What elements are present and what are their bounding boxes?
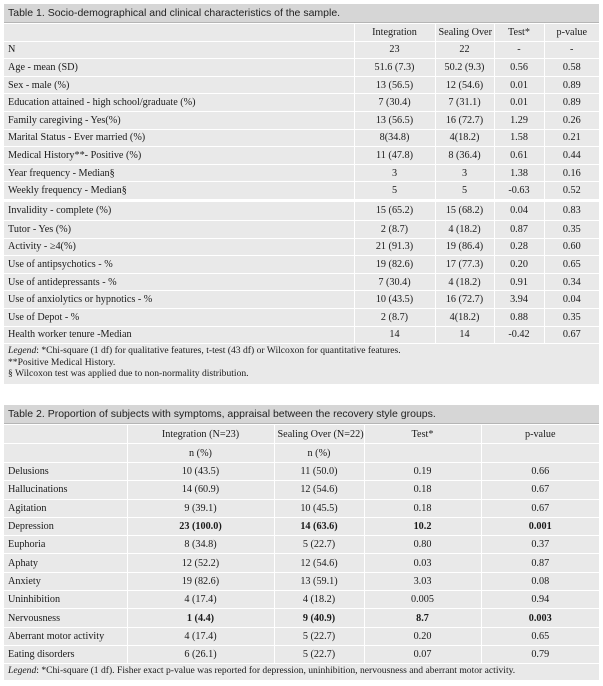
table-cell: 2 (8.7) — [354, 308, 435, 326]
table-cell: 12 (54.6) — [274, 554, 364, 572]
table-cell: 2 (8.7) — [354, 220, 435, 238]
table-cell: 0.37 — [481, 536, 599, 554]
table-row — [4, 627, 599, 645]
table-cell: 16 (72.7) — [435, 291, 494, 309]
table-cell: 0.35 — [544, 220, 599, 238]
table-cell: 3 — [354, 164, 435, 182]
table-1-legend-text: : *Chi-square (1 df) for qualitative features, t-test (43 df) or Wilcoxon for quantitative features. — [36, 345, 401, 357]
table-cell: 16 (72.7) — [435, 111, 494, 129]
table-row — [4, 645, 599, 663]
table-cell: 0.89 — [544, 76, 599, 94]
table-cell: 0.80 — [364, 536, 481, 554]
table-cell: 12 (54.6) — [274, 481, 364, 499]
table-cell: Year frequency - Median§ — [4, 164, 354, 182]
table-cell: Sex - male (%) — [4, 76, 354, 94]
table-cell: 5 (22.7) — [274, 536, 364, 554]
table-cell: 12 (52.2) — [127, 554, 274, 572]
table-cell: n (%) — [274, 444, 364, 463]
table-cell: 51.6 (7.3) — [354, 59, 435, 77]
table-cell: 0.56 — [494, 59, 544, 77]
table-cell: 19 (82.6) — [127, 572, 274, 590]
table-cell: 7 (31.1) — [435, 94, 494, 112]
table-2-grid — [4, 424, 599, 663]
table-cell: Family caregiving - Yes(%) — [4, 111, 354, 129]
table-cell: 19 (86.4) — [435, 238, 494, 256]
table-row — [4, 94, 599, 112]
table-cell: Marital Status - Ever married (%) — [4, 129, 354, 147]
table-cell: 23 (100.0) — [127, 517, 274, 535]
table-header-row — [4, 24, 599, 42]
table-cell: 0.28 — [494, 238, 544, 256]
table-row — [4, 200, 599, 220]
table-cell — [4, 24, 354, 42]
table-1 — [4, 4, 599, 384]
table-cell: 0.16 — [544, 164, 599, 182]
table-cell: Test* — [364, 425, 481, 444]
table-cell — [4, 444, 127, 463]
table-cell: 10 (45.5) — [274, 499, 364, 517]
table-row — [4, 517, 599, 535]
table-row — [4, 481, 599, 499]
table-cell: Test* — [494, 24, 544, 42]
table-cell: Sealing Over — [435, 24, 494, 42]
table-row — [4, 499, 599, 517]
table-cell: 0.60 — [544, 238, 599, 256]
table-cell: 15 (65.2) — [354, 200, 435, 220]
table-cell: 0.04 — [544, 291, 599, 309]
table-cell: 0.67 — [481, 499, 599, 517]
table-cell: 0.65 — [544, 256, 599, 274]
table-cell: 0.19 — [364, 463, 481, 481]
table-cell: 0.79 — [481, 645, 599, 663]
table-cell: 0.87 — [494, 220, 544, 238]
table-cell: 12 (54.6) — [435, 76, 494, 94]
table-cell: 50.2 (9.3) — [435, 59, 494, 77]
table-row — [4, 59, 599, 77]
table-cell: 11 (47.8) — [354, 147, 435, 165]
table-cell: 5 (22.7) — [274, 645, 364, 663]
table-cell — [4, 425, 127, 444]
table-cell: 0.61 — [494, 147, 544, 165]
table-cell: p-value — [481, 425, 599, 444]
table-cell: 8(34.8) — [354, 129, 435, 147]
table-cell: 9 (39.1) — [127, 499, 274, 517]
table-1-note-wilcoxon: § Wilcoxon test was applied due to non-normality distribution. — [8, 368, 249, 380]
table-cell: 21 (91.3) — [354, 238, 435, 256]
table-cell: Eating disorders — [4, 645, 127, 663]
table-cell: 0.21 — [544, 129, 599, 147]
table-2-legend-label: Legend — [8, 665, 37, 677]
table-cell: 0.001 — [481, 517, 599, 535]
table-row — [4, 182, 599, 201]
table-cell: Aphaty — [4, 554, 127, 572]
table-2-legend-text: : *Chi-square (1 df). Fisher exact p-value was reported for depression, uninhibition, nervousness and aberrant motor activity. — [36, 665, 516, 677]
table-cell: Health worker tenure -Median — [4, 326, 354, 343]
table-cell: 15 (68.2) — [435, 200, 494, 220]
table-cell: 11 (50.0) — [274, 463, 364, 481]
table-cell: Weekly frequency - Median§ — [4, 182, 354, 201]
table-cell: 0.88 — [494, 308, 544, 326]
table-cell: - — [494, 41, 544, 59]
table-cell: Sealing Over (N=22) — [274, 425, 364, 444]
table-cell: 0.20 — [494, 256, 544, 274]
table-cell: 7 (30.4) — [354, 94, 435, 112]
table-cell: 6 (26.1) — [127, 645, 274, 663]
table-2 — [4, 405, 599, 680]
table-cell: p-value — [544, 24, 599, 42]
table-cell: 0.003 — [481, 609, 599, 627]
table-cell: Integration — [354, 24, 435, 42]
table-cell: 0.20 — [364, 627, 481, 645]
table-cell: 0.87 — [481, 554, 599, 572]
table-cell: 1.58 — [494, 129, 544, 147]
table-cell: n (%) — [127, 444, 274, 463]
table-cell: 4(18.2) — [435, 308, 494, 326]
table-subheader-row — [4, 444, 599, 463]
table-cell: 5 — [435, 182, 494, 201]
table-row — [4, 129, 599, 147]
table-cell: 1 (4.4) — [127, 609, 274, 627]
table-cell — [364, 444, 481, 463]
table-cell: 4 (17.4) — [127, 591, 274, 609]
table-cell: N — [4, 41, 354, 59]
table-cell: 5 — [354, 182, 435, 201]
table-cell: -0.42 — [494, 326, 544, 343]
table-cell: 0.34 — [544, 273, 599, 291]
table-cell: 0.04 — [494, 200, 544, 220]
table-cell: Agitation — [4, 499, 127, 517]
table-cell: 13 (56.5) — [354, 76, 435, 94]
table-cell: 13 (59.1) — [274, 572, 364, 590]
table-cell: 4 (18.2) — [274, 591, 364, 609]
table-cell: 1.29 — [494, 111, 544, 129]
table-cell: 0.18 — [364, 499, 481, 517]
table-cell: Delusions — [4, 463, 127, 481]
table-cell: 3 — [435, 164, 494, 182]
table-cell: 4 (18.2) — [435, 220, 494, 238]
table-cell: 0.65 — [481, 627, 599, 645]
table-cell: 0.66 — [481, 463, 599, 481]
table-cell: Age - mean (SD) — [4, 59, 354, 77]
table-cell: 14 (60.9) — [127, 481, 274, 499]
table-cell: 0.26 — [544, 111, 599, 129]
table-cell: 0.01 — [494, 94, 544, 112]
table-row — [4, 554, 599, 572]
table-cell: 0.18 — [364, 481, 481, 499]
table-1-caption: Table 1. Socio-demographical and clinical characteristics of the sample. — [4, 4, 599, 23]
table-cell: 7 (30.4) — [354, 273, 435, 291]
table-cell: Use of antipsychotics - % — [4, 256, 354, 274]
table-cell: 4 (18.2) — [435, 273, 494, 291]
table-row — [4, 76, 599, 94]
table-cell: 0.005 — [364, 591, 481, 609]
table-row — [4, 238, 599, 256]
table-cell: 0.35 — [544, 308, 599, 326]
table-cell: 19 (82.6) — [354, 256, 435, 274]
table-cell: 0.44 — [544, 147, 599, 165]
table-row — [4, 220, 599, 238]
table-cell: 4 (17.4) — [127, 627, 274, 645]
table-cell: Activity - ≥4(%) — [4, 238, 354, 256]
table-cell: 22 — [435, 41, 494, 59]
table-row — [4, 256, 599, 274]
table-cell: 10 (43.5) — [127, 463, 274, 481]
table-cell: 14 — [435, 326, 494, 343]
table-cell: 8 (36.4) — [435, 147, 494, 165]
table-cell: Nervousness — [4, 609, 127, 627]
table-cell: 0.83 — [544, 200, 599, 220]
table-cell: 3.94 — [494, 291, 544, 309]
table-row — [4, 609, 599, 627]
table-cell: 5 (22.7) — [274, 627, 364, 645]
table-cell: 0.94 — [481, 591, 599, 609]
table-cell: 0.67 — [481, 481, 599, 499]
table-row — [4, 308, 599, 326]
table-2-caption: Table 2. Proportion of subjects with symptoms, appraisal between the recovery style groups. — [4, 405, 599, 424]
table-cell: 3.03 — [364, 572, 481, 590]
table-cell: - — [544, 41, 599, 59]
table-cell: Euphoria — [4, 536, 127, 554]
table-cell: 0.91 — [494, 273, 544, 291]
table-row — [4, 111, 599, 129]
table-cell: 9 (40.9) — [274, 609, 364, 627]
table-cell: 0.08 — [481, 572, 599, 590]
table-cell: Use of Depot - % — [4, 308, 354, 326]
table-cell: 8.7 — [364, 609, 481, 627]
table-cell: 14 — [354, 326, 435, 343]
table-1-note-medical-history: **Positive Medical History. — [8, 356, 116, 368]
table-cell: 10 (43.5) — [354, 291, 435, 309]
table-cell: 10.2 — [364, 517, 481, 535]
table-cell — [481, 444, 599, 463]
table-cell: -0.63 — [494, 182, 544, 201]
table-cell: 4(18.2) — [435, 129, 494, 147]
table-cell: 1.38 — [494, 164, 544, 182]
table-cell: 8 (34.8) — [127, 536, 274, 554]
table-cell: Medical History**- Positive (%) — [4, 147, 354, 165]
table-row — [4, 41, 599, 59]
table-cell: Anxiety — [4, 572, 127, 590]
table-row — [4, 273, 599, 291]
table-cell: Invalidity - complete (%) — [4, 200, 354, 220]
table-row — [4, 591, 599, 609]
table-row — [4, 536, 599, 554]
table-cell: Aberrant motor activity — [4, 627, 127, 645]
table-cell: Integration (N=23) — [127, 425, 274, 444]
table-header-row — [4, 425, 599, 444]
table-row — [4, 463, 599, 481]
table-cell: 14 (63.6) — [274, 517, 364, 535]
table-cell: 0.67 — [544, 326, 599, 343]
table-cell: 0.52 — [544, 182, 599, 201]
table-cell: 0.03 — [364, 554, 481, 572]
table-row — [4, 326, 599, 343]
table-cell: 0.07 — [364, 645, 481, 663]
table-1-legend-label: Legend — [8, 345, 37, 357]
table-cell: Use of anxiolytics or hypnotics - % — [4, 291, 354, 309]
table-cell: Hallucinations — [4, 481, 127, 499]
table-cell: Education attained - high school/graduate (%) — [4, 94, 354, 112]
table-cell: 13 (56.5) — [354, 111, 435, 129]
table-cell: 17 (77.3) — [435, 256, 494, 274]
table-cell: Tutor - Yes (%) — [4, 220, 354, 238]
table-cell: Depression — [4, 517, 127, 535]
table-row — [4, 164, 599, 182]
table-cell: Use of antidepressants - % — [4, 273, 354, 291]
table-2-legend — [4, 663, 599, 677]
table-1-legend — [4, 343, 599, 380]
table-cell: 23 — [354, 41, 435, 59]
table-cell: Uninhibition — [4, 591, 127, 609]
table-cell: 0.89 — [544, 94, 599, 112]
table-cell: 0.01 — [494, 76, 544, 94]
table-row — [4, 572, 599, 590]
table-1-grid — [4, 23, 599, 343]
table-cell: 0.58 — [544, 59, 599, 77]
table-row — [4, 147, 599, 165]
table-row — [4, 291, 599, 309]
